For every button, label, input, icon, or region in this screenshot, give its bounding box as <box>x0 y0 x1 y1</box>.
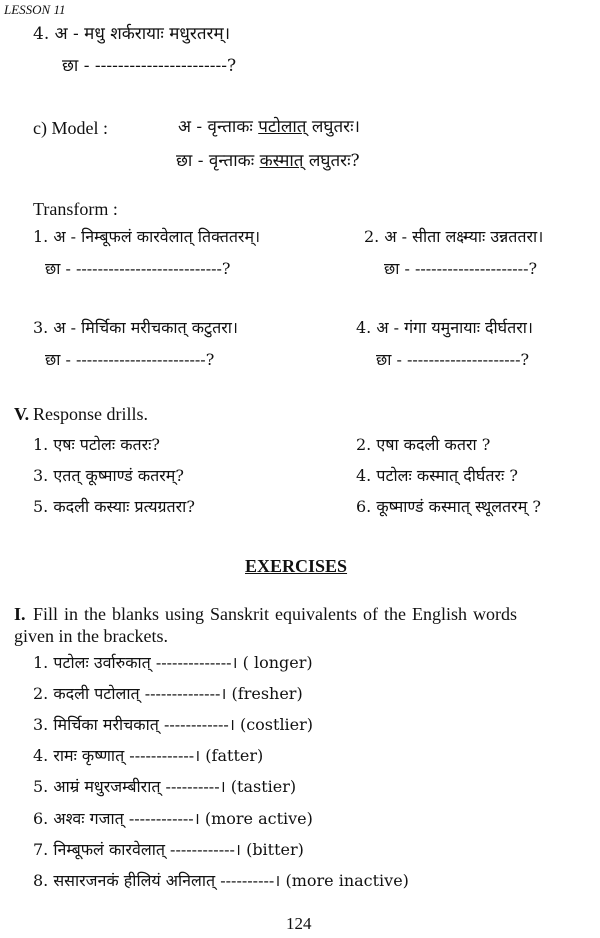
transform-item-4-statement: 4. अ - गंगा यमुनायाः दीर्घतरा। <box>356 318 533 337</box>
exercise-instruction-line-2: given in the brackets. <box>14 626 168 646</box>
exercise-item-7: 7. निम्बूफलं कारवेलात् ------------। (bitter) <box>33 840 304 859</box>
response-drill-6: 6. कूष्माण्डं कस्मात् स्थूलतरम् ? <box>356 497 541 516</box>
exercise-i-label: I. <box>14 604 26 624</box>
model-question-suffix: लघुतरः? <box>308 151 360 171</box>
transform-item-1-question: छा - ---------------------------? <box>45 259 231 278</box>
transform-item-2-statement: 2. अ - सीता लक्ष्म्याः उन्नततरा। <box>364 227 544 246</box>
exercises-heading: EXERCISES <box>245 556 348 576</box>
model-statement-suffix: लघुतरः। <box>311 117 360 137</box>
model-statement-prefix: अ - वृन्ताकः <box>178 117 253 137</box>
response-drill-1: 1. एषः पटोलः कतरः? <box>33 435 160 454</box>
model-question-underlined: कस्मात् <box>259 151 304 171</box>
exercise-item-6: 6. अश्वः गजात् ------------। (more active) <box>33 809 313 828</box>
response-drill-3: 3. एतत् कूष्माण्डं कतरम्? <box>33 466 184 485</box>
model-statement-underlined: पटोलात् <box>258 117 307 137</box>
exercise-item-8: 8. ससारजनकं हीलियं अनिलात् ----------। (more inactive) <box>33 871 409 890</box>
exercise-item-2: 2. कदली पटोलात् --------------। (fresher) <box>33 684 303 703</box>
response-drill-2: 2. एषा कदली कतरा ? <box>356 435 491 454</box>
exercise-item-3: 3. मिर्चिका मरीचकात् ------------। (costlier) <box>33 715 314 734</box>
model-question-prefix: छा - वृन्ताकः <box>176 151 255 171</box>
response-drill-4: 4. पटोलः कस्मात् दीर्घतरः ? <box>356 466 518 485</box>
section-v-title: Response drills. <box>33 404 148 424</box>
model-question <box>176 153 360 170</box>
item-4-question: छा - -----------------------? <box>62 56 237 76</box>
model-label: c) Model : <box>33 118 108 138</box>
transform-item-3-question: छा - ------------------------? <box>45 350 215 369</box>
page-number: 124 <box>286 914 312 933</box>
exercise-item-1: 1. पटोलः उर्वारुकात् --------------। ( longer) <box>33 653 313 672</box>
transform-item-3-statement: 3. अ - मिर्चिका मरीचकात् कटुतरा। <box>33 318 238 337</box>
transform-item-4-question: छा - ---------------------? <box>376 350 530 369</box>
transform-item-1-statement: 1. अ - निम्बूफलं कारवेलात् तिक्ततरम्। <box>33 227 261 246</box>
exercise-item-5: 5. आम्रं मधुरजम्बीरात् ----------। (tastier) <box>33 777 297 796</box>
item-4-statement: 4. अ - मधु शर्करायाः मधुरतरम्। <box>33 24 231 44</box>
section-v-label: V. <box>14 404 30 424</box>
transform-label: Transform : <box>33 199 118 219</box>
exercise-item-4: 4. रामः कृष्णात् ------------। (fatter) <box>33 746 264 765</box>
response-drill-5: 5. कदली कस्याः प्रत्यग्रतरा? <box>33 497 195 516</box>
lesson-header: LESSON 11 <box>4 2 66 17</box>
model-statement <box>178 119 360 136</box>
exercise-instruction-line-1: Fill in the blanks using Sanskrit equivalents of the English words <box>33 604 517 624</box>
transform-item-2-question: छा - ---------------------? <box>384 259 538 278</box>
